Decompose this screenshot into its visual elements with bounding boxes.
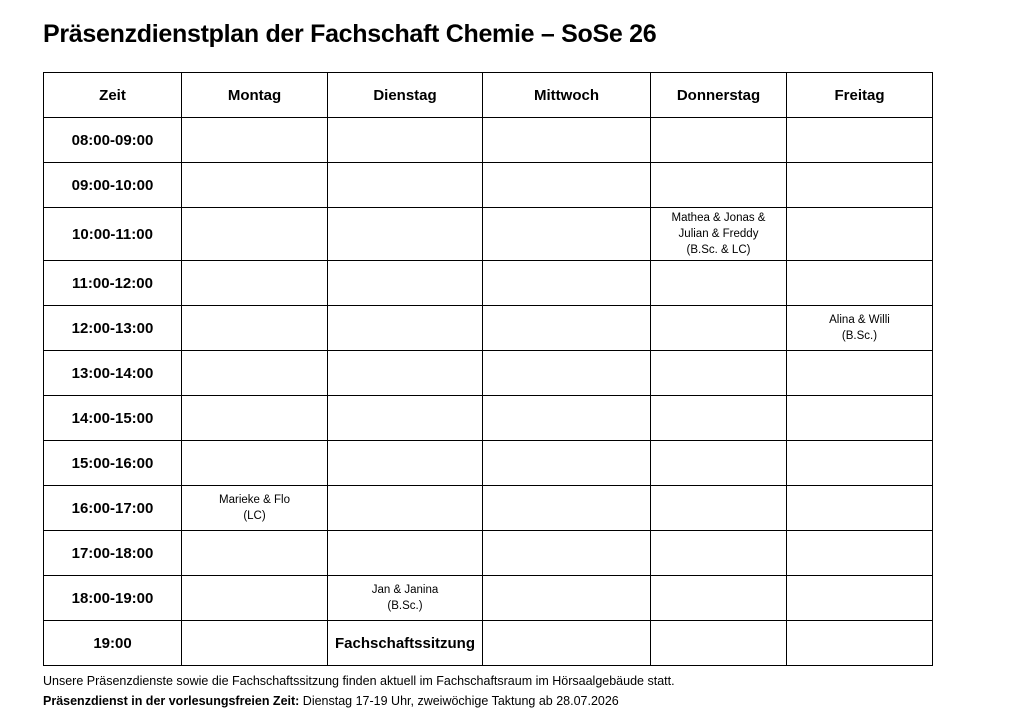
schedule-row	[44, 396, 933, 441]
schedule-empty-cell	[787, 261, 933, 306]
column-header-mittwoch: Mittwoch	[483, 73, 651, 118]
schedule-empty-cell	[182, 306, 328, 351]
footer-break-note-detail: Dienstag 17-19 Uhr, zweiwöchige Taktung ab 28.07.2026	[299, 694, 619, 708]
schedule-empty-cell	[787, 396, 933, 441]
schedule-empty-cell	[182, 351, 328, 396]
schedule-empty-cell	[328, 118, 483, 163]
schedule-empty-cell	[787, 531, 933, 576]
column-header-montag: Montag	[182, 73, 328, 118]
schedule-empty-cell	[651, 351, 787, 396]
schedule-row	[44, 621, 933, 666]
schedule-empty-cell	[651, 531, 787, 576]
schedule-empty-cell	[651, 306, 787, 351]
schedule-empty-cell	[483, 118, 651, 163]
time-slot-label: 17:00-18:00	[44, 531, 182, 576]
footer-notes	[43, 671, 675, 711]
schedule-empty-cell	[182, 396, 328, 441]
schedule-empty-cell	[483, 208, 651, 261]
time-slot-label: 15:00-16:00	[44, 441, 182, 486]
time-slot-label: 11:00-12:00	[44, 261, 182, 306]
column-header-zeit: Zeit	[44, 73, 182, 118]
schedule-empty-cell	[182, 261, 328, 306]
schedule-row	[44, 118, 933, 163]
schedule-row	[44, 163, 933, 208]
schedule-empty-cell	[787, 621, 933, 666]
schedule-empty-cell	[651, 576, 787, 621]
schedule-empty-cell	[483, 486, 651, 531]
schedule-entry-cell: Jan & Janina (B.Sc.)	[328, 576, 483, 621]
schedule-entry-cell: Mathea & Jonas & Julian & Freddy (B.Sc. & LC)	[651, 208, 787, 261]
footer-break-note-label: Präsenzdienst in der vorlesungsfreien Zeit:	[43, 694, 300, 708]
schedule-empty-cell	[182, 621, 328, 666]
time-slot-label: 09:00-10:00	[44, 163, 182, 208]
schedule-empty-cell	[483, 531, 651, 576]
schedule-empty-cell	[182, 208, 328, 261]
schedule-empty-cell	[483, 306, 651, 351]
schedule-empty-cell	[787, 351, 933, 396]
page-title: Präsenzdienstplan der Fachschaft Chemie – SoSe 26	[43, 20, 657, 48]
schedule-empty-cell	[483, 351, 651, 396]
schedule-entry-cell: Alina & Willi (B.Sc.)	[787, 306, 933, 351]
schedule-empty-cell	[483, 163, 651, 208]
schedule-row	[44, 441, 933, 486]
schedule-empty-cell	[651, 486, 787, 531]
footer-location-note: Unsere Präsenzdienste sowie die Fachschaftssitzung finden aktuell im Fachschaftsraum im Hörsaalgebäude statt.	[43, 674, 675, 688]
time-slot-label: 16:00-17:00	[44, 486, 182, 531]
time-slot-label: 18:00-19:00	[44, 576, 182, 621]
time-slot-label: 19:00	[44, 621, 182, 666]
schedule-empty-cell	[651, 621, 787, 666]
schedule-entry-cell: Marieke & Flo (LC)	[182, 486, 328, 531]
schedule-empty-cell	[328, 486, 483, 531]
schedule-header-row	[44, 73, 933, 118]
schedule-empty-cell	[328, 261, 483, 306]
schedule-empty-cell	[651, 163, 787, 208]
schedule-row	[44, 351, 933, 396]
schedule-empty-cell	[182, 441, 328, 486]
schedule-empty-cell	[328, 351, 483, 396]
time-slot-label: 12:00-13:00	[44, 306, 182, 351]
schedule-table	[43, 72, 933, 666]
schedule-row	[44, 576, 933, 621]
schedule-empty-cell	[787, 486, 933, 531]
schedule-empty-cell	[787, 576, 933, 621]
schedule-empty-cell	[182, 576, 328, 621]
schedule-empty-cell	[328, 396, 483, 441]
schedule-empty-cell	[182, 531, 328, 576]
schedule-entry-cell: Fachschaftssitzung	[328, 621, 483, 666]
schedule-empty-cell	[328, 441, 483, 486]
schedule-empty-cell	[328, 531, 483, 576]
schedule-empty-cell	[651, 396, 787, 441]
footer-break-note	[43, 691, 675, 711]
time-slot-label: 14:00-15:00	[44, 396, 182, 441]
schedule-empty-cell	[182, 118, 328, 163]
schedule-empty-cell	[483, 261, 651, 306]
schedule-row	[44, 208, 933, 261]
time-slot-label: 10:00-11:00	[44, 208, 182, 261]
schedule-row	[44, 486, 933, 531]
schedule-empty-cell	[483, 621, 651, 666]
schedule-empty-cell	[328, 163, 483, 208]
time-slot-label: 13:00-14:00	[44, 351, 182, 396]
schedule-empty-cell	[483, 396, 651, 441]
schedule-empty-cell	[483, 576, 651, 621]
schedule-empty-cell	[651, 261, 787, 306]
schedule-row	[44, 531, 933, 576]
column-header-donnerstag: Donnerstag	[651, 73, 787, 118]
column-header-dienstag: Dienstag	[328, 73, 483, 118]
column-header-freitag: Freitag	[787, 73, 933, 118]
schedule-empty-cell	[328, 306, 483, 351]
schedule-body	[44, 118, 933, 666]
schedule-empty-cell	[787, 441, 933, 486]
schedule-empty-cell	[651, 441, 787, 486]
schedule-empty-cell	[787, 118, 933, 163]
schedule-empty-cell	[651, 118, 787, 163]
schedule-empty-cell	[787, 208, 933, 261]
schedule-empty-cell	[328, 208, 483, 261]
schedule-empty-cell	[787, 163, 933, 208]
schedule-row	[44, 261, 933, 306]
schedule-row	[44, 306, 933, 351]
schedule-empty-cell	[483, 441, 651, 486]
time-slot-label: 08:00-09:00	[44, 118, 182, 163]
schedule-empty-cell	[182, 163, 328, 208]
